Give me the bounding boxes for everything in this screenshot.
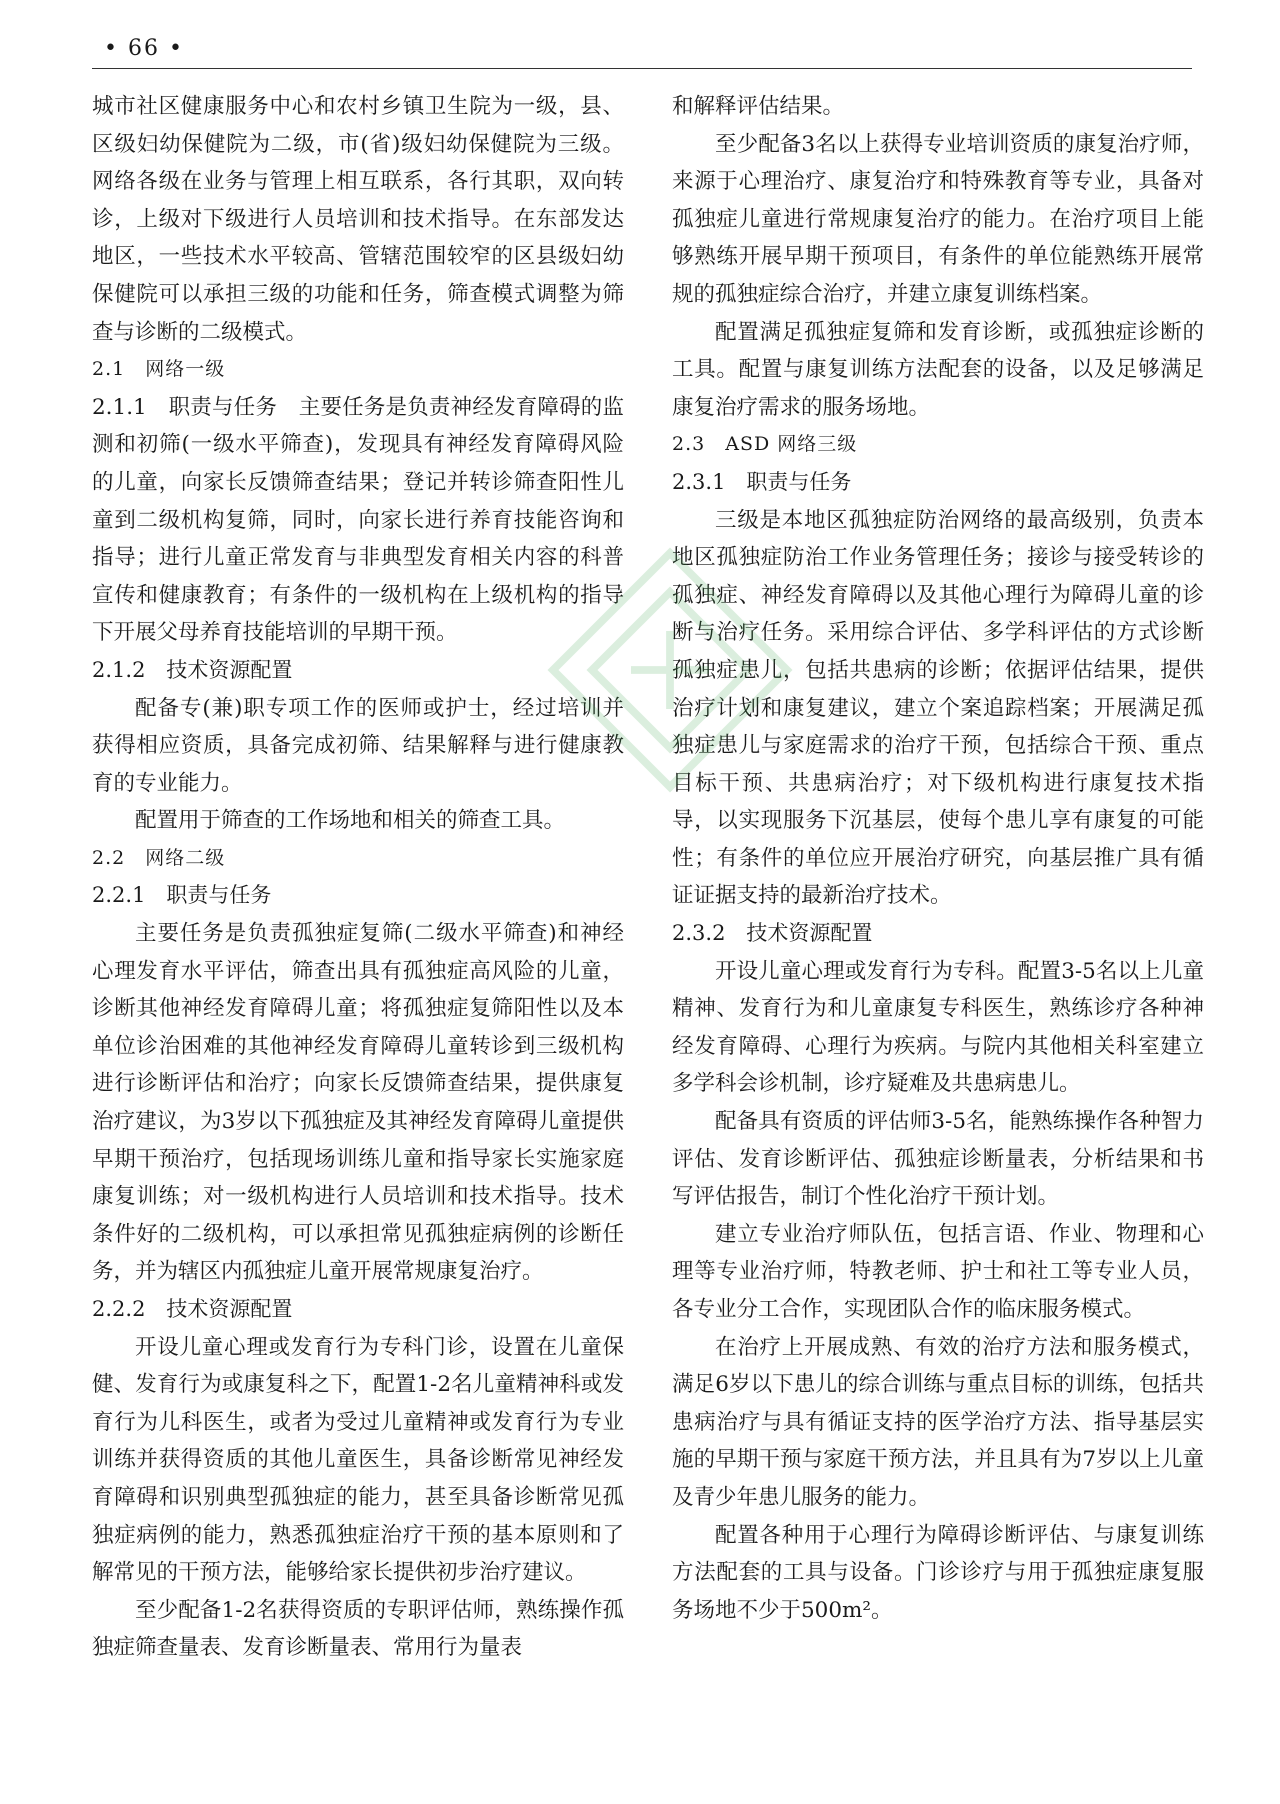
section-heading: 2.3.2 技术资源配置 <box>672 921 873 946</box>
left-column <box>92 88 624 1667</box>
section-heading: 2.1 网络一级 <box>92 358 226 381</box>
right-column <box>672 88 1204 1629</box>
paragraph: 2.1.1 职责与任务 主要任务是负责神经发育障碍的监测和初筛(一级水平筛查)，发现具有神经发育障碍风险的儿童，向家长反馈筛查结果；登记并转诊筛查阳性儿童到二级机构复筛，同时，向家长进行养育技能咨询和指导；进行儿童正常发育与非典型发育相关内容的科普宣传和健康教育；有条件的一级机构在上级机构的指导下开展父母养育技能培训的早期干预。 <box>92 394 624 646</box>
paragraph: 配置各种用于心理行为障碍诊断评估、与康复训练方法配套的工具与设备。门诊诊疗与用于孤独症康复服务场地不少于500m²。 <box>672 1522 1204 1623</box>
paragraph: 配备具有资质的评估师3-5名，能熟练操作各种智力评估、发育诊断评估、孤独症诊断量表，分析结果和书写评估报告，制订个性化治疗干预计划。 <box>672 1109 1204 1210</box>
paragraph: 和解释评估结果。 <box>672 94 845 119</box>
paragraph: 至少配备3名以上获得专业培训资质的康复治疗师，来源于心理治疗、康复治疗和特殊教育等专业，具备对孤独症儿童进行常规康复治疗的能力。在治疗项目上能够熟练开展早期干预项目，有条件的单位能熟练开展常规的孤独症综合治疗，并建立康复训练档案。 <box>672 131 1204 307</box>
paragraph: 开设儿童心理或发育行为专科门诊，设置在儿童保健、发育行为或康复科之下，配置1-2名儿童精神科或发育行为儿科医生，或者为受过儿童精神或发育行为专业训练并获得资质的其他儿童医生，具备诊断常见神经发育障碍和识别典型孤独症的能力，甚至具备诊断常见孤独症病例的能力，熟悉孤独症治疗干预的基本原则和了解常见的干预方法，能够给家长提供初步治疗建议。 <box>92 1334 624 1586</box>
paragraph: 配置满足孤独症复筛和发育诊断，或孤独症诊断的工具。配置与康复训练方法配套的设备，以及足够满足康复治疗需求的服务场地。 <box>672 319 1204 420</box>
watermark-icon <box>540 540 800 800</box>
paragraph: 配备专(兼)职专项工作的医师或护士，经过培训并获得相应资质，具备完成初筛、结果解释与进行健康教育的专业能力。 <box>92 695 624 796</box>
section-heading: 2.2 网络二级 <box>92 846 226 869</box>
paragraph: 城市社区健康服务中心和农村乡镇卫生院为一级，县、区级妇幼保健院为二级，市(省)级妇幼保健院为三级。网络各级在业务与管理上相互联系，各行其职，双向转诊，上级对下级进行人员培训和技术指导。在东部发达地区，一些技术水平较高、管辖范围较窄的区县级妇幼保健院可以承担三级的功能和任务，筛查模式调整为筛查与诊断的二级模式。 <box>92 94 624 345</box>
section-heading: 2.2.1 职责与任务 <box>92 883 272 908</box>
paragraph: 配置用于筛查的工作场地和相关的筛查工具。 <box>135 808 566 834</box>
section-heading: 2.3.1 职责与任务 <box>672 469 852 494</box>
page-number: • 66 • <box>104 36 184 61</box>
page-header <box>92 30 1192 72</box>
paragraph: 三级是本地区孤独症防治网络的最高级别，负责本地区孤独症防治工作业务管理任务；接诊与接受转诊的孤独症、神经发育障碍以及其他心理行为障碍儿童的诊断与治疗任务。采用综合评估、多学科评估的方式诊断孤独症患儿，包括共患病的诊断；依据评估结果，提供治疗计划和康复建议，建立个案追踪档案；开展满足孤独症患儿与家庭需求的治疗干预，包括综合干预、重点目标干预、共患病治疗；对下级机构进行康复技术指导，以实现服务下沉基层，使每个患儿享有康复的可能性；有条件的单位应开展治疗研究，向基层推广具有循证证据支持的最新治疗技术。 <box>672 507 1204 909</box>
paragraph: 开设儿童心理或发育行为专科。配置3-5名以上儿童精神、发育行为和儿童康复专科医生，熟练诊疗各种神经发育障碍、心理行为疾病。与院内其他相关科室建立多学科会诊机制，诊疗疑难及共患病患儿。 <box>672 958 1204 1097</box>
paragraph: 在治疗上开展成熟、有效的治疗方法和服务模式，满足6岁以下患儿的综合训练与重点目标的训练，包括共患病治疗与具有循证支持的医学治疗方法、指导基层实施的早期干预与家庭干预方法，并且具有为7岁以上儿童及青少年患儿服务的能力。 <box>672 1334 1204 1510</box>
section-heading: 2.2.2 技术资源配置 <box>92 1297 293 1321</box>
header-rule <box>92 68 1192 69</box>
paragraph: 建立专业治疗师队伍，包括言语、作业、物理和心理等专业治疗师，特教老师、护士和社工等专业人员，各专业分工合作，实现团队合作的临床服务模式。 <box>672 1221 1204 1322</box>
paragraph: 至少配备1-2名获得资质的专职评估师，熟练操作孤独症筛查量表、发育诊断量表、常用行为量表 <box>92 1597 624 1661</box>
section-heading: 2.3 ASD 网络三级 <box>672 433 858 456</box>
section-heading: 2.1.2 技术资源配置 <box>92 657 293 682</box>
paragraph: 主要任务是负责孤独症复筛(二级水平筛查)和神经心理发育水平评估，筛查出具有孤独症高风险的儿童，诊断其他神经发育障碍儿童；将孤独症复筛阳性以及本单位诊治困难的其他神经发育障碍儿童转诊到三级机构进行诊断评估和治疗；向家长反馈筛查结果，提供康复治疗建议，为3岁以下孤独症及其神经发育障碍儿童提供早期干预治疗，包括现场训练儿童和指导家长实施家庭康复训练；对一级机构进行人员培训和技术指导。技术条件好的二级机构，可以承担常见孤独症病例的诊断任务，并为辖区内孤独症儿童开展常规康复治疗。 <box>92 921 624 1285</box>
